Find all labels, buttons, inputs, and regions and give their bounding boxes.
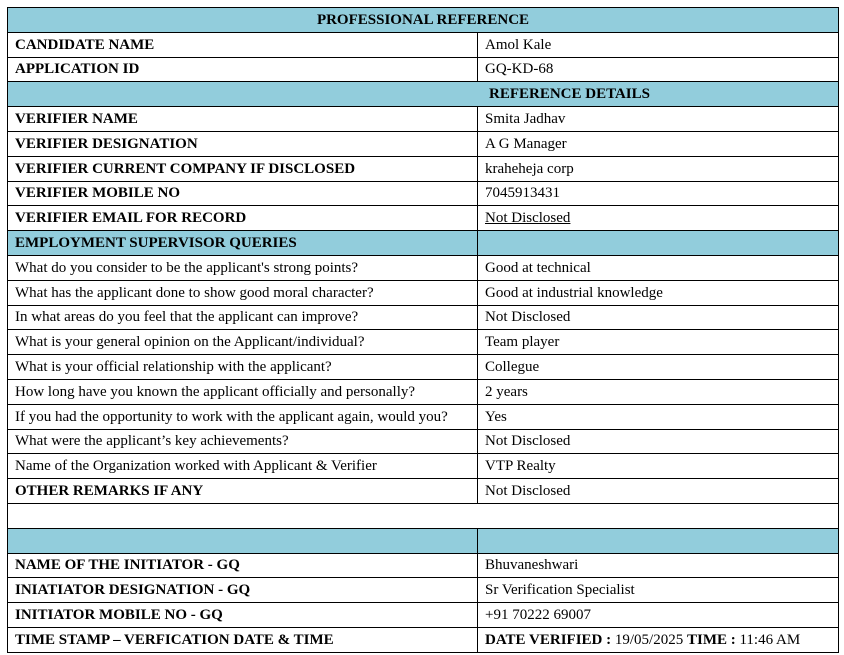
verifier-mobile-value: 7045913431 bbox=[478, 181, 839, 206]
other-remarks-value: Not Disclosed bbox=[478, 479, 839, 504]
table-row bbox=[8, 379, 839, 404]
query-question: What were the applicant’s key achievements? bbox=[8, 429, 478, 454]
verifier-mobile-label: VERIFIER MOBILE NO bbox=[8, 181, 478, 206]
initiator-mobile-label: INITIATOR MOBILE NO - GQ bbox=[8, 603, 478, 628]
initiator-mobile-value: +91 70222 69007 bbox=[478, 603, 839, 628]
candidate-name-value: Amol Kale bbox=[478, 32, 839, 57]
table-row bbox=[8, 454, 839, 479]
table-row bbox=[8, 627, 839, 652]
initiator-name-label: NAME OF THE INITIATOR - GQ bbox=[8, 553, 478, 578]
table-row bbox=[8, 57, 839, 82]
query-answer: Team player bbox=[478, 330, 839, 355]
other-remarks-label: OTHER REMARKS IF ANY bbox=[8, 479, 478, 504]
table-row bbox=[8, 131, 839, 156]
title-row bbox=[8, 8, 839, 33]
timestamp-value: DATE VERIFIED : 19/05/2025 TIME : 11:46 AM bbox=[478, 627, 839, 652]
query-question: What is your general opinion on the Applicant/individual? bbox=[8, 330, 478, 355]
professional-reference-table bbox=[7, 7, 839, 653]
reference-details-row bbox=[8, 82, 839, 107]
verifier-email-label: VERIFIER EMAIL FOR RECORD bbox=[8, 206, 478, 231]
initiator-name-value: Bhuvaneshwari bbox=[478, 553, 839, 578]
spacer-row bbox=[8, 503, 839, 528]
application-id-label: APPLICATION ID bbox=[8, 57, 478, 82]
date-verified-value: 19/05/2025 bbox=[614, 631, 684, 648]
spacer-cell bbox=[8, 503, 839, 528]
queries-title: EMPLOYMENT SUPERVISOR QUERIES bbox=[8, 231, 478, 256]
verifier-name-label: VERIFIER NAME bbox=[8, 107, 478, 132]
timestamp-label: TIME STAMP – VERFICATION DATE & TIME bbox=[8, 627, 478, 652]
queries-header-blank bbox=[478, 231, 839, 256]
initiator-header-blank-left bbox=[8, 528, 478, 553]
query-question: If you had the opportunity to work with the applicant again, would you? bbox=[8, 404, 478, 429]
table-row bbox=[8, 280, 839, 305]
queries-header-row bbox=[8, 231, 839, 256]
query-answer: Good at industrial knowledge bbox=[478, 280, 839, 305]
table-row bbox=[8, 330, 839, 355]
verifier-company-value: kraheheja corp bbox=[478, 156, 839, 181]
verifier-name-value: Smita Jadhav bbox=[478, 107, 839, 132]
query-question: In what areas do you feel that the applicant can improve? bbox=[8, 305, 478, 330]
table-row bbox=[8, 404, 839, 429]
query-question: Name of the Organization worked with Applicant & Verifier bbox=[8, 454, 478, 479]
application-id-value: GQ-KD-68 bbox=[478, 57, 839, 82]
table-row bbox=[8, 603, 839, 628]
query-question: What has the applicant done to show good moral character? bbox=[8, 280, 478, 305]
query-question: What is your official relationship with the applicant? bbox=[8, 355, 478, 380]
initiator-designation-label: INIATIATOR DESIGNATION - GQ bbox=[8, 578, 478, 603]
table-row bbox=[8, 32, 839, 57]
table-row bbox=[8, 206, 839, 231]
initiator-header-blank-right bbox=[478, 528, 839, 553]
verifier-email-value: Not Disclosed bbox=[478, 206, 839, 231]
initiator-header-row bbox=[8, 528, 839, 553]
table-row bbox=[8, 255, 839, 280]
table-row bbox=[8, 578, 839, 603]
time-value: 11:46 AM bbox=[739, 631, 801, 648]
table-row bbox=[8, 479, 839, 504]
initiator-designation-value: Sr Verification Specialist bbox=[478, 578, 839, 603]
table-row bbox=[8, 181, 839, 206]
query-question: How long have you known the applicant officially and personally? bbox=[8, 379, 478, 404]
table-row bbox=[8, 429, 839, 454]
query-answer: Yes bbox=[478, 404, 839, 429]
table-row bbox=[8, 553, 839, 578]
query-answer: Collegue bbox=[478, 355, 839, 380]
verifier-designation-label: VERIFIER DESIGNATION bbox=[8, 131, 478, 156]
candidate-name-label: CANDIDATE NAME bbox=[8, 32, 478, 57]
query-question: What do you consider to be the applicant's strong points? bbox=[8, 255, 478, 280]
table-row bbox=[8, 107, 839, 132]
verifier-company-label: VERIFIER CURRENT COMPANY IF DISCLOSED bbox=[8, 156, 478, 181]
query-answer: Not Disclosed bbox=[478, 429, 839, 454]
table-row bbox=[8, 355, 839, 380]
query-answer: VTP Realty bbox=[478, 454, 839, 479]
query-answer: Not Disclosed bbox=[478, 305, 839, 330]
date-verified-label: DATE VERIFIED bbox=[485, 631, 603, 648]
table-row bbox=[8, 305, 839, 330]
verifier-designation-value: A G Manager bbox=[478, 131, 839, 156]
page-title: PROFESSIONAL REFERENCE bbox=[8, 8, 839, 33]
query-answer: Good at technical bbox=[478, 255, 839, 280]
query-answer: 2 years bbox=[478, 379, 839, 404]
reference-details-title: REFERENCE DETAILS bbox=[8, 82, 839, 107]
time-label: TIME : bbox=[686, 631, 736, 648]
table-row bbox=[8, 156, 839, 181]
